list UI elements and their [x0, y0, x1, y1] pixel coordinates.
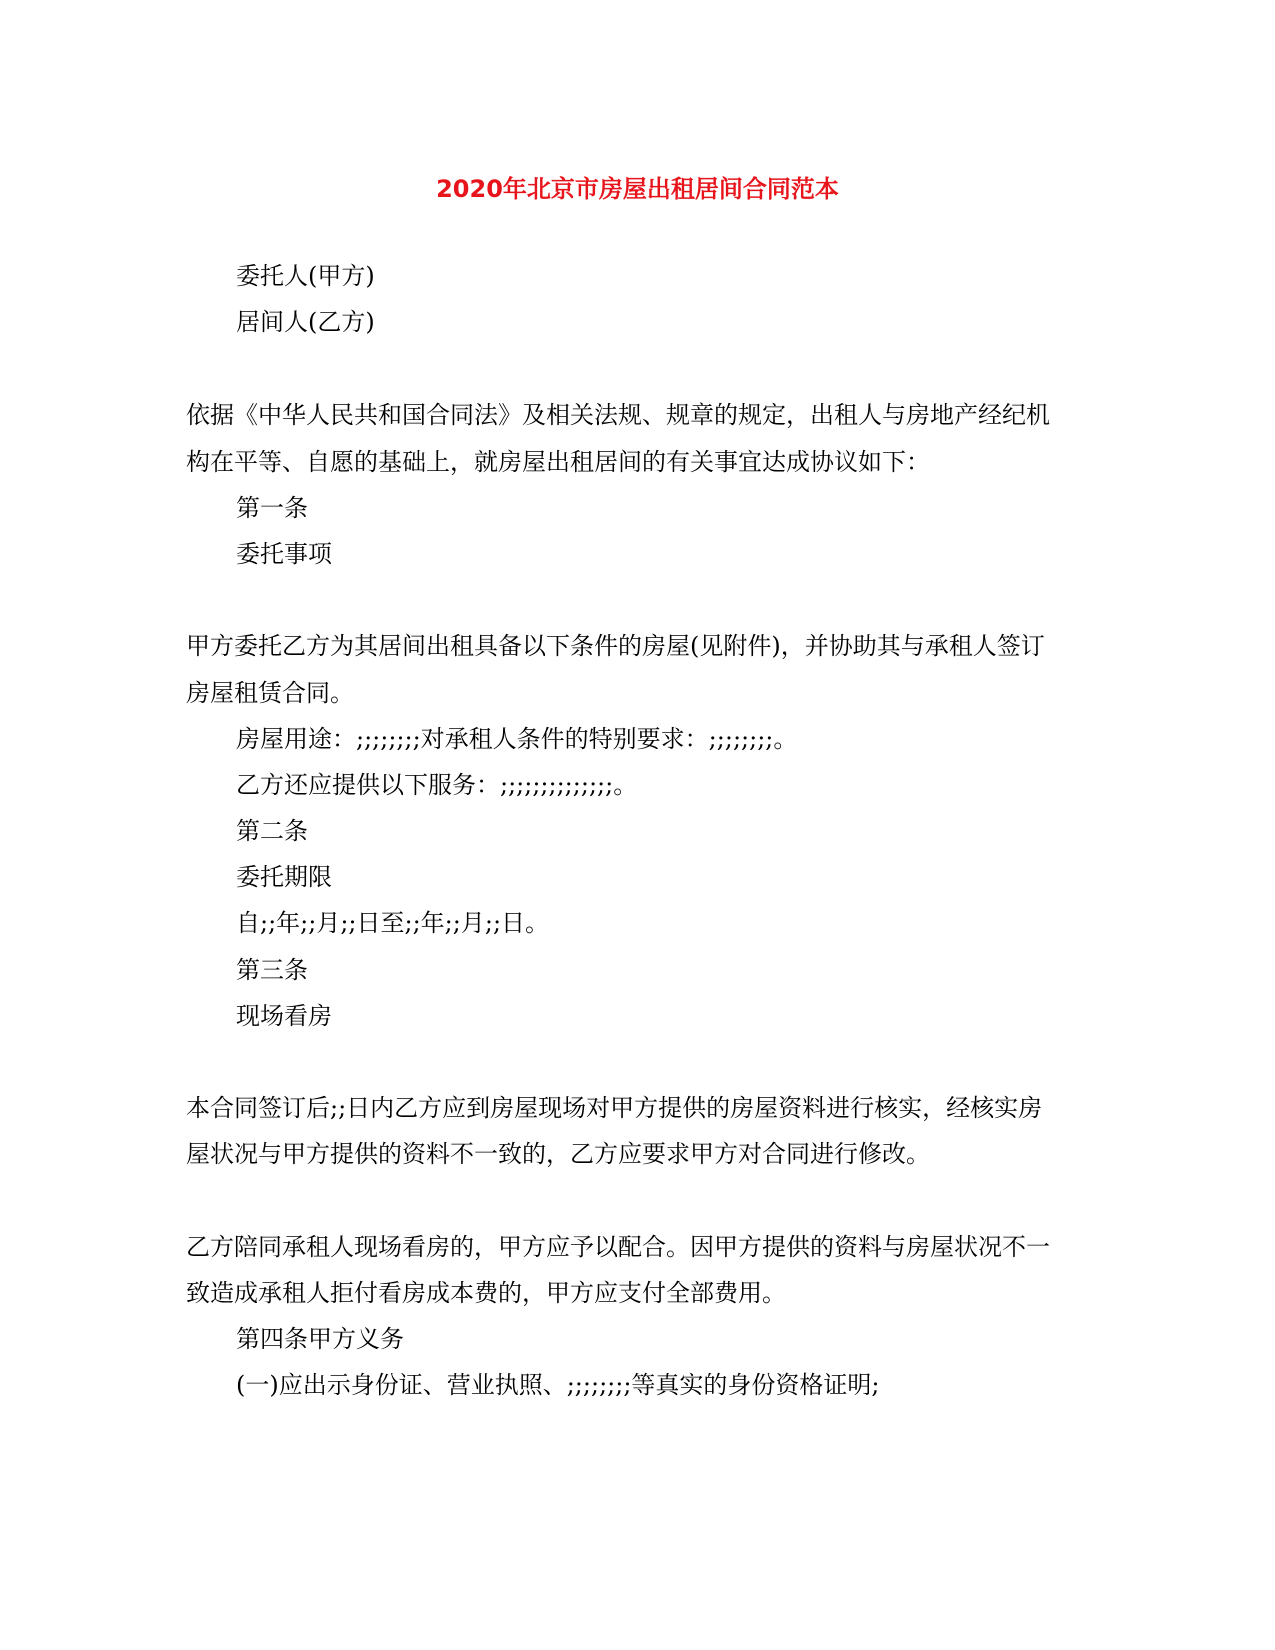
client-party-label: 委托人(甲方)	[236, 262, 375, 290]
article-4-item-1: (一)应出示身份证、营业执照、;;;;;;;;等真实的身份资格证明;	[236, 1371, 880, 1399]
inspection-para-line-2: 屋状况与甲方提供的资料不一致的，乙方应要求甲方对合同进行修改。	[186, 1140, 930, 1168]
services-line: 乙方还应提供以下服务：;;;;;;;;;;;;;;。	[236, 771, 638, 799]
article-1-body-line-2: 房屋租赁合同。	[186, 679, 354, 707]
document-title: 2020年北京市房屋出租居间合同范本	[436, 175, 839, 203]
preamble-line-1: 依据《中华人民共和国合同法》及相关法规、规章的规定，出租人与房地产经纪机	[186, 401, 1050, 429]
house-usage-line: 房屋用途：;;;;;;;;对承租人条件的特别要求：;;;;;;;;。	[236, 725, 798, 753]
broker-party-label: 居间人(乙方)	[236, 308, 375, 336]
viewing-para-line-1: 乙方陪同承租人现场看房的，甲方应予以配合。因甲方提供的资料与房屋状况不一	[186, 1233, 1050, 1261]
article-2-heading: 第二条	[236, 817, 308, 845]
article-3-heading: 第三条	[236, 956, 308, 984]
article-4-heading: 第四条甲方义务	[236, 1325, 404, 1353]
viewing-para-line-2: 致造成承租人拒付看房成本费的，甲方应支付全部费用。	[186, 1279, 786, 1307]
article-2-title: 委托期限	[236, 863, 332, 891]
term-period-line: 自;;年;;月;;日至;;年;;月;;日。	[236, 909, 550, 937]
article-1-body-line-1: 甲方委托乙方为其居间出租具备以下条件的房屋(见附件)，并协助其与承租人签订	[186, 632, 1045, 660]
inspection-para-line-1: 本合同签订后;;日内乙方应到房屋现场对甲方提供的房屋资料进行核实，经核实房	[186, 1094, 1043, 1122]
preamble-line-2: 构在平等、自愿的基础上，就房屋出租居间的有关事宜达成协议如下：	[186, 448, 930, 476]
article-3-title: 现场看房	[236, 1002, 332, 1030]
article-1-title: 委托事项	[236, 540, 332, 568]
article-1-heading: 第一条	[236, 494, 308, 522]
